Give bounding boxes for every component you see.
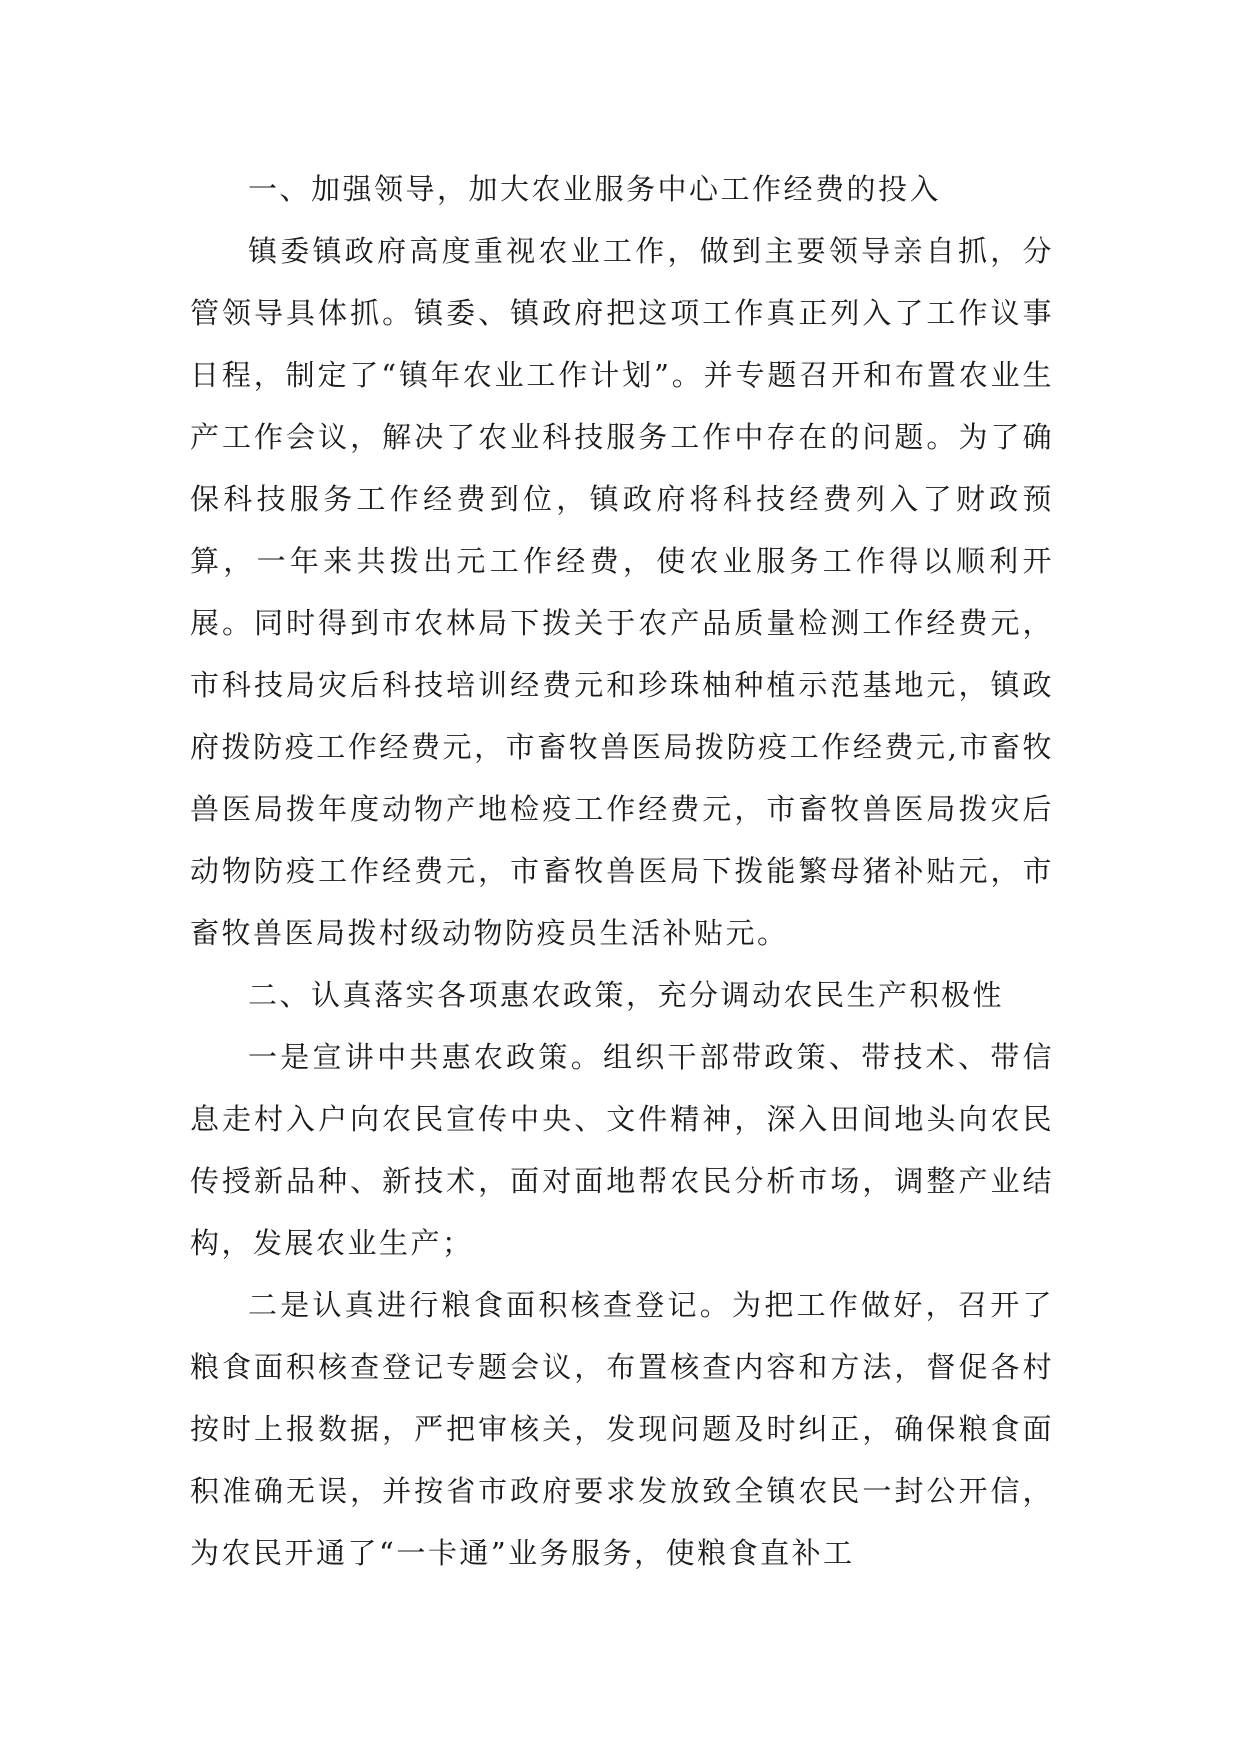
document-body <box>190 158 1054 1584</box>
section-heading-2: 二、认真落实各项惠农政策，充分调动农民生产积极性 <box>248 978 1005 1012</box>
section-heading-1: 一、加强领导，加大农业服务中心工作经费的投入 <box>248 172 942 206</box>
paragraph-leadership: 镇委镇政府高度重视农业工作，做到主要领导亲自抓，分管领导具体抓。镇委、镇政府把这项工作真正列入了工作议事日程，制定了“镇年农业工作计划”。并专题召开和布置农业生产工作会议，解决了农业科技服务工作中存在的问题。为了确保科技服务工作经费到位，镇政府将科技经费列入了财政预算，一年来共拨出元工作经费，使农业服务工作得以顺利开展。同时得到市农林局下拨关于农产品质量检测工作经费元，市科技局灾后科技培训经费元和珍珠柚种植示范基地元，镇政府拨防疫工作经费元，市畜牧兽医局拨防疫工作经费元,市畜牧兽医局拨年度动物产地检疫工作经费元，市畜牧兽医局拨灾后动物防疫工作经费元，市畜牧兽医局下拨能繁母猪补贴元，市畜牧兽医局拨村级动物防疫员生活补贴元。 <box>190 234 1054 950</box>
paragraph-grain-registration: 二是认真进行粮食面积核查登记。为把工作做好，召开了粮食面积核查登记专题会议，布置核查内容和方法，督促各村按时上报数据，严把审核关，发现问题及时纠正，确保粮食面积准确无误，并按省市政府要求发放致全镇农民一封公开信，为农民开通了“一卡通”业务服务，使粮食直补工 <box>190 1288 1054 1570</box>
paragraph-policy-promotion: 一是宣讲中共惠农政策。组织干部带政策、带技术、带信息走村入户向农民宣传中央、文件精神，深入田间地头向农民传授新品种、新技术，面对面地帮农民分析市场，调整产业结构，发展农业生产； <box>190 1040 1054 1260</box>
